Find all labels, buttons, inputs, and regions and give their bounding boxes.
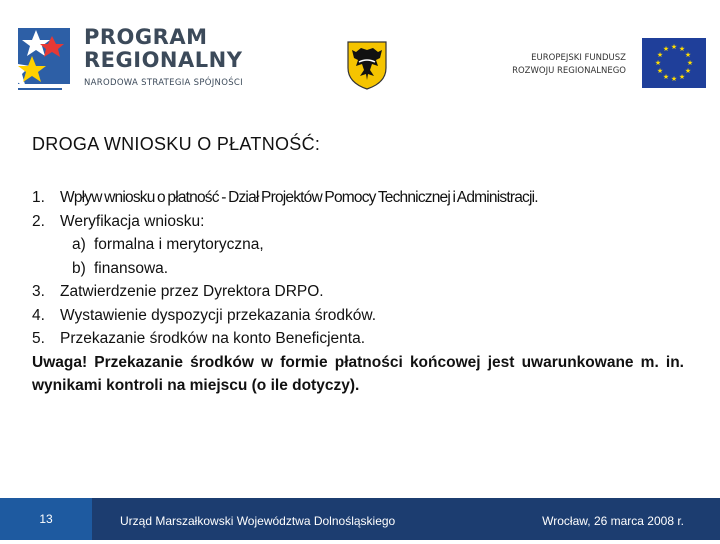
- svg-text:★: ★: [656, 67, 664, 75]
- list-subitem: [32, 233, 684, 257]
- list-item-text: Weryfikacja wniosku:: [60, 212, 205, 230]
- eu-fund-line2: ROZWOJU REGIONALNEGO: [512, 66, 626, 76]
- list-item-number: 1.: [32, 189, 45, 206]
- list-item-number: 2.: [32, 212, 45, 230]
- list-item-number: 5.: [32, 330, 45, 347]
- slide-title: DROGA WNIOSKU O PŁATNOŚĆ:: [32, 134, 321, 154]
- program-logo-line3: NARODOWA STRATEGIA SPÓJNOŚCI: [84, 78, 243, 88]
- list-item-number: 3.: [32, 283, 45, 300]
- list-item-text: Wpływ wniosku o płatność - Dział Projektów Pomocy Technicznej i Administracji.: [60, 189, 538, 206]
- list-subitem-text: finansowa.: [94, 259, 169, 277]
- svg-text:★: ★: [654, 59, 662, 67]
- footer-institution: Urząd Marszałkowski Województwa Dolnośląskiego: [120, 514, 396, 528]
- svg-text:★: ★: [686, 59, 694, 67]
- list-item-text: Zatwierdzenie przez Dyrektora DRPO.: [60, 283, 324, 300]
- slide-footer: [0, 498, 720, 540]
- list-item: [32, 186, 684, 210]
- program-regionalny-logo: [14, 26, 264, 102]
- list-subitem: [32, 257, 684, 281]
- svg-text:★: ★: [684, 51, 692, 59]
- footer-place-date: Wrocław, 26 marca 2008 r.: [542, 514, 684, 528]
- coat-of-arms-icon: [346, 40, 388, 90]
- list-subitem-letter: b): [72, 259, 86, 277]
- svg-text:★: ★: [678, 73, 686, 81]
- list-item: [32, 327, 684, 351]
- list-subitem-text: formalna i merytoryczna,: [94, 236, 264, 253]
- list-item: [32, 210, 684, 234]
- svg-text:★: ★: [670, 43, 678, 51]
- list-item-text: Wystawienie dyspozycji przekazania środków.: [60, 306, 377, 324]
- svg-text:★: ★: [662, 73, 670, 81]
- svg-text:★: ★: [670, 75, 678, 83]
- svg-text:★: ★: [684, 67, 692, 75]
- note-text: Uwaga! Przekazanie środków w formie płatności końcowej jest uwarunkowane m. in. wynikami kontroli na miejscu (o ile dotyczy).: [32, 353, 684, 394]
- slide-header: [0, 0, 720, 110]
- list-item: [32, 304, 684, 328]
- page-number: 13: [0, 498, 92, 540]
- svg-text:★: ★: [678, 45, 686, 53]
- list-subitem-letter: a): [72, 236, 86, 253]
- eu-fund-label: [500, 52, 626, 78]
- program-logo-line1: PROGRAM: [84, 25, 208, 49]
- list-item: [32, 280, 684, 304]
- slide-body: [32, 186, 684, 398]
- eu-fund-line1: EUROPEJSKI FUNDUSZ: [531, 53, 626, 63]
- program-logo-icon: [14, 26, 78, 102]
- eu-flag-icon: [642, 38, 706, 88]
- svg-text:★: ★: [656, 51, 664, 59]
- program-logo-line2: REGIONALNY: [84, 48, 243, 72]
- list-item-text: Przekazanie środków na konto Beneficjenta.: [60, 330, 366, 347]
- svg-text:★: ★: [662, 45, 670, 53]
- list-item-number: 4.: [32, 306, 45, 324]
